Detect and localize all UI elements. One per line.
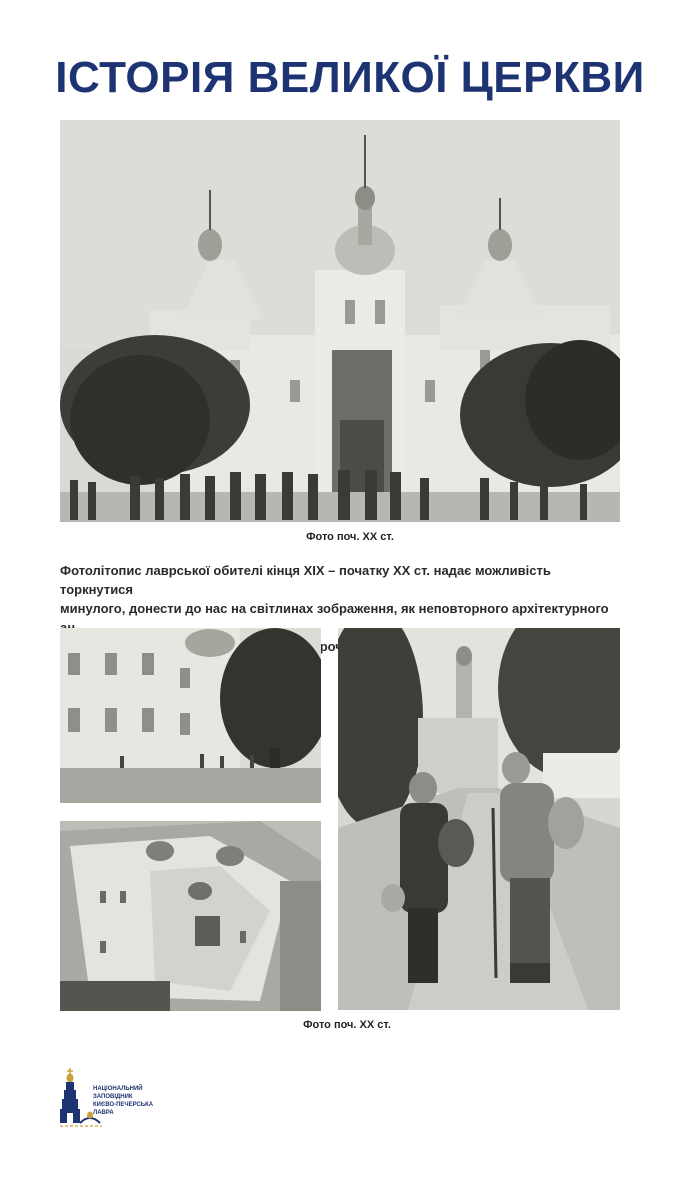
description-line-1: Фотолітопис лаврської обителі кінця XIX – початку ХХ ст. надає можливість торкнутися	[60, 563, 551, 597]
top-photo-caption: Фото поч. ХХ ст.	[306, 531, 394, 543]
cathedral-photo	[60, 120, 620, 522]
logo-line-2: ЗАПОВІДНИК	[93, 1094, 133, 1100]
logo-line-1: НАЦІОНАЛЬНИЙ	[93, 1086, 143, 1092]
description-line-3: прочан.	[311, 639, 362, 654]
logo-line-3: КИЄВО-ПЕЧЕРСЬКА	[93, 1102, 154, 1108]
description-line-2: минулого, донести до нас на світлинах зображення, як неповторного архітектурного	[60, 601, 609, 616]
page-title: ІСТОРІЯ ВЕЛИКОЇ ЦЕРКВИ	[55, 53, 645, 102]
logo-text	[93, 1085, 153, 1117]
facade-photo	[60, 628, 321, 803]
logo-line-4: ЛАВРА	[93, 1110, 114, 1116]
pilgrims-photo	[338, 628, 620, 1010]
aerial-photo	[60, 821, 321, 1011]
bottom-photos-caption: Фото поч. ХХ ст.	[303, 1019, 391, 1031]
